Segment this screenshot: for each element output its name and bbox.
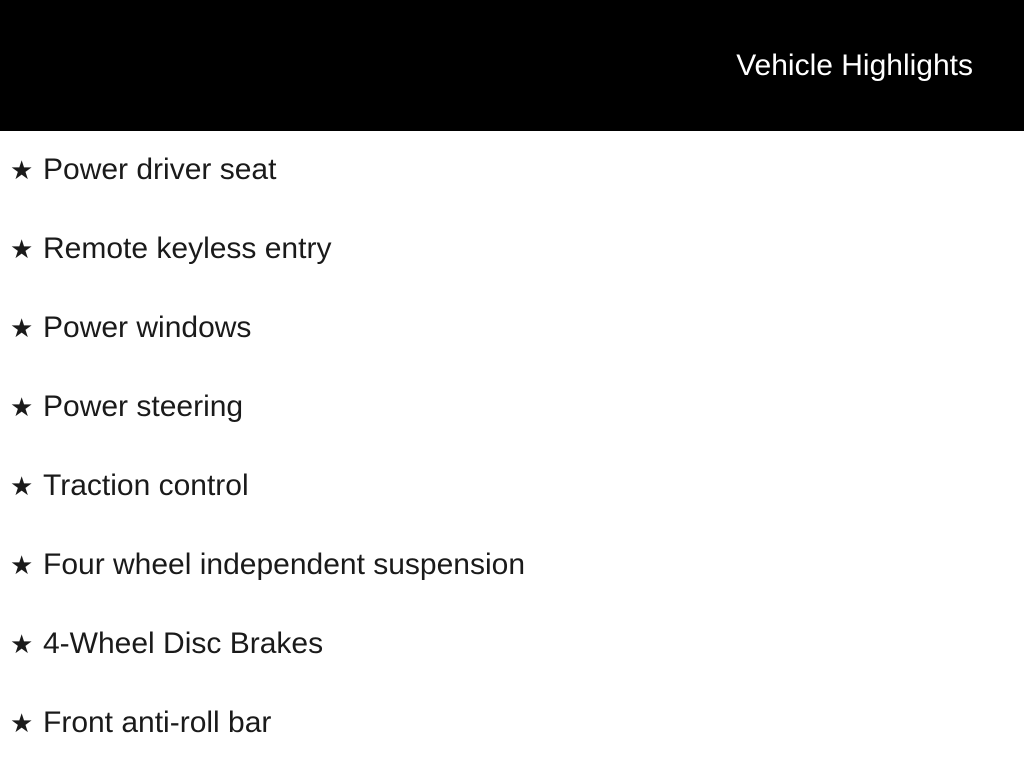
star-icon: ★: [10, 313, 34, 344]
star-icon: ★: [10, 155, 34, 186]
star-icon: ★: [10, 471, 34, 502]
star-icon: ★: [10, 392, 34, 423]
star-icon: ★: [10, 550, 34, 581]
star-icon: ★: [10, 708, 34, 739]
list-item: [0, 131, 1024, 210]
star-icon: ★: [10, 629, 34, 660]
star-icon: ★: [10, 234, 34, 265]
list-item: [0, 210, 1024, 289]
list-item-label: Traction control: [43, 469, 249, 503]
list-item-label: Four wheel independent suspension: [43, 548, 526, 582]
highlights-list: [0, 131, 1024, 763]
header-bar: [0, 0, 1024, 131]
list-item-label: Remote keyless entry: [43, 232, 332, 266]
list-item: [0, 447, 1024, 526]
list-item: [0, 368, 1024, 447]
list-item: [0, 605, 1024, 684]
list-item-label: Power windows: [43, 311, 252, 345]
list-item-label: 4-Wheel Disc Brakes: [43, 627, 324, 661]
list-item: [0, 289, 1024, 368]
list-item: [0, 684, 1024, 763]
highlights-section: [0, 131, 1024, 763]
list-item-label: Power steering: [43, 390, 244, 424]
page-title: Vehicle Highlights: [736, 48, 973, 82]
list-item-label: Power driver seat: [43, 153, 277, 187]
list-item-label: Front anti-roll bar: [43, 706, 272, 740]
list-item: [0, 526, 1024, 605]
